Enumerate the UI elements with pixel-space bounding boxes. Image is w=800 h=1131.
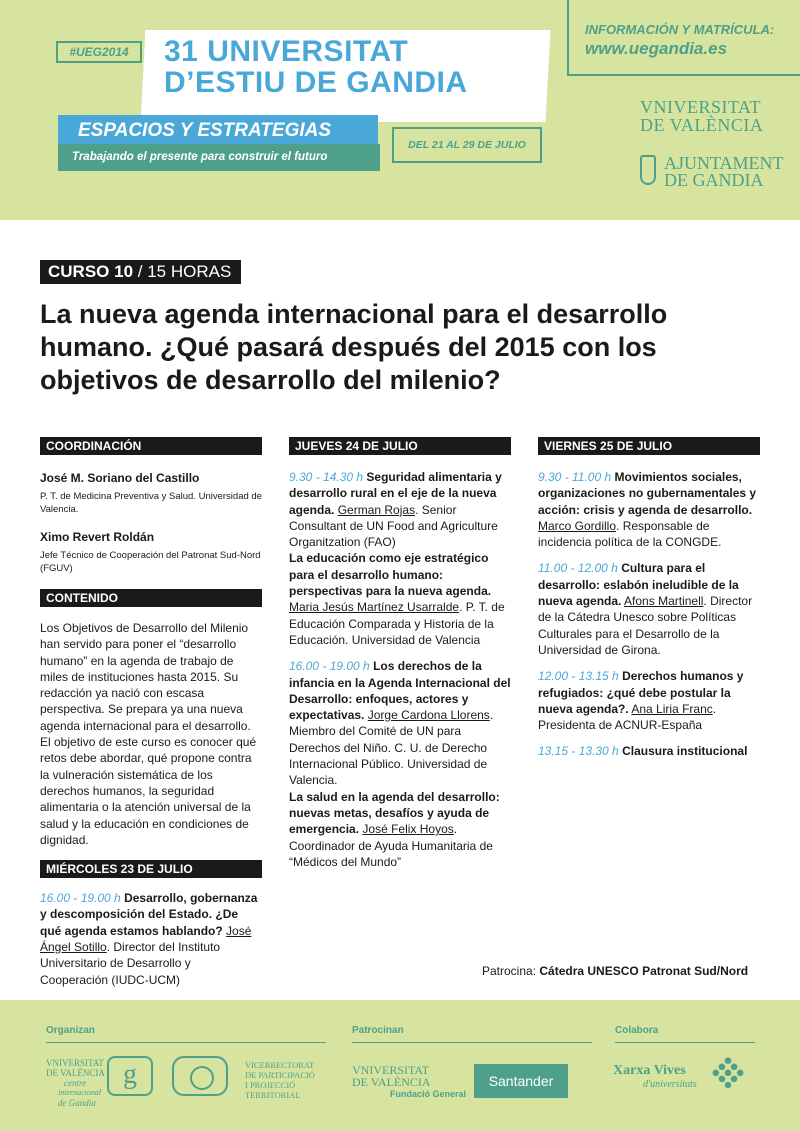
session-speaker: José Felix Hoyos (362, 822, 454, 837)
session-title: Derechos humanos y refugiados: ¿qué debe postular la nueva agenda?. (538, 669, 744, 716)
session-speaker-role: . Director del Instituto Universitario de Desarrollo y Cooperación (IUDC-UCM) (40, 940, 221, 987)
session-title: Movimientos sociales, organizaciones no gubernamentales y acción: crisis y agenda de desarrollo. (538, 470, 757, 517)
event-title-line2: D’ESTIU DE GANDIA (164, 66, 468, 99)
session-time: 9.30 - 14.30 h (289, 470, 364, 484)
centre-logo-line: VNIVERSITAT (46, 1058, 104, 1068)
session-speaker-role: . Miembro del Comité de UN para Derechos del Niño. C. U. de Derecho Internacional Público. Universidad de Valencia. (289, 708, 494, 788)
xarxa-vives-logo (613, 1064, 697, 1092)
coordinator-role: Jefe Técnico de Cooperación del Patronat Sud-Nord (FGUV) (40, 550, 261, 574)
session-time: 9.30 - 11.00 h (538, 470, 612, 484)
session-speaker: Marco Gordillo (538, 518, 617, 533)
session-speaker: José Ángel Sotillo (40, 923, 252, 955)
session-title: Desarrollo, gobernanza y descomposición del Estado. ¿De qué agenda estamos hablando? (40, 891, 258, 938)
universitat-valencia-logo (640, 98, 763, 134)
session-time: 16.00 - 19.00 h (40, 891, 121, 906)
session-title: Los derechos de la infancia en la Agenda Internacional del Desarrollo: enfoques, actores y expectativas. (289, 659, 511, 723)
dot-grid-icon (710, 1055, 747, 1092)
coordinator-name: Ximo Revert Roldán (40, 530, 155, 544)
session-time: 11.00 - 12.00 h (538, 561, 618, 576)
session-speaker: Afons Martinell (624, 594, 704, 609)
centre-logo-line: centre (64, 1078, 87, 1088)
session (289, 469, 511, 648)
session-speaker-role: . P. T. de Educación Comparada y Historia de la Educación. Universidad de Valencia (289, 600, 505, 647)
coordinator (40, 471, 262, 516)
course-hours: / 15 HORAS (133, 262, 232, 281)
session-speaker-role: . Coordinador de Ayuda Humanitaria de “Médicos del Mundo” (289, 822, 493, 869)
shield-icon (640, 155, 656, 185)
coordinator-name: José M. Soriano del Castillo (40, 471, 200, 485)
session-time: 12.00 - 13.15 h (538, 669, 619, 684)
colabora-label: Colabora (615, 1025, 659, 1036)
g-logo: g (107, 1056, 153, 1096)
session-title: La salud en la agenda del desarrollo: nuevas metas, desafíos y ayuda de emergencia. (289, 789, 500, 837)
session-speaker: German Rojas (337, 502, 416, 517)
session (538, 469, 760, 550)
session (40, 890, 262, 988)
logo-uv-line1: VNIVERSITAT (640, 97, 762, 117)
session-speaker: Ana Liria Franc (631, 701, 713, 716)
contenido-text: Los Objetivos de Desarrollo del Milenio han servido para poner el “desarrollo humano” en la agenda de trabajo de miles de instituciones hasta 2015. Su redacción ya nació con escasa perspectiva. Se prepara ya una nueva agenda internacional para el desarrollo. El objetivo de este curso es conocer qué retos debe abordar, qué propone contra la vulneración sistemática de los derechos humanos, la seguridad alimentaria o la atención universal de la salud y la educación en condiciones de dignidad. (40, 621, 257, 847)
session-title: Cultura para el desarrollo: eslabón ineludible de la nueva agenda. (538, 561, 739, 609)
patrocina-label: Patrocina: (482, 964, 540, 978)
column-left (40, 437, 262, 988)
organizan-label: Organizan (46, 1025, 95, 1036)
event-theme: ESPACIOS Y ESTRATEGIAS (78, 120, 332, 141)
patrocinan-label: Patrocinan (352, 1025, 404, 1036)
santander-logo: Santander (474, 1064, 568, 1098)
viernes-heading: VIERNES 25 DE JULIO (538, 437, 760, 455)
jueves-heading: JUEVES 24 DE JULIO (289, 437, 511, 455)
info-url-link[interactable]: www.uegandia.es (585, 39, 728, 58)
session-speaker: Jorge Cardona Llorens (367, 708, 490, 723)
column-middle (289, 437, 511, 870)
centre-internacional-logo (46, 1058, 105, 1108)
vicerrectorat-icon (172, 1056, 228, 1096)
logo-uv-line2: DE VALÈNCIA (640, 115, 764, 135)
session (538, 668, 760, 733)
fundacio-logo-line: Fundació General (390, 1089, 467, 1099)
gandia-logo-text (664, 155, 784, 189)
session-title: Clausura institucional (622, 744, 748, 759)
centre-logo-line: internacional (58, 1088, 102, 1097)
session-speaker-role: . Director de la Cátedra Unesco sobre Políticas Culturales para el Desarrollo de la Universidad de Girona. (538, 594, 753, 657)
event-dates: DEL 21 AL 29 DE JULIO (392, 127, 542, 163)
coordinacion-heading: COORDINACIÓN (40, 437, 262, 455)
info-label: INFORMACIÓN Y MATRÍCULA: (585, 22, 775, 37)
organizan-divider (46, 1042, 326, 1043)
event-title (164, 36, 468, 98)
session-speaker-role: . Presidenta de ACNUR-España (538, 701, 717, 733)
session (538, 743, 760, 759)
header-banner (0, 0, 800, 220)
vic-logo-line: TERRITORIAL (245, 1090, 301, 1100)
coordinator-role: P. T. de Medicina Preventiva y Salud. Universidad de Valencia. (40, 491, 262, 515)
xarxa-logo-line: d'universitats (643, 1079, 697, 1090)
footer-logos (0, 1000, 800, 1131)
event-tagline: Trabajando el presente para construir el futuro (72, 151, 328, 163)
column-right (538, 437, 760, 760)
fundacio-logo-line: VNIVERSITAT (352, 1063, 430, 1077)
course-badge (40, 260, 241, 284)
session (538, 560, 760, 658)
patrocinan-divider (352, 1042, 592, 1043)
vicerrectorat-logo (245, 1060, 315, 1100)
fundacio-logo-line: DE VALÈNCIA (352, 1075, 431, 1089)
session-speaker-role: . Responsable de incidencia política de la CONGDE. (538, 518, 722, 550)
colabora-divider (615, 1042, 755, 1043)
fundacio-general-logo (352, 1064, 466, 1100)
centre-logo-line: de Gandia (58, 1098, 96, 1108)
session-time: 13.15 - 13.30 h (538, 744, 619, 759)
session-title: Seguridad alimentaria y desarrollo rural en el eje de la nueva agenda. (289, 470, 502, 517)
session (289, 658, 511, 870)
vic-logo-line: VICERRECTORAT (245, 1060, 315, 1070)
vic-logo-line: DE PARTICIPACIÓ (245, 1070, 315, 1080)
session-speaker-role: . Senior Consultant de UN Food and Agriculture Organitzation (FAO) (289, 502, 498, 550)
xarxa-logo-line: Xarxa Vives (613, 1063, 686, 1078)
course-number: CURSO 10 (48, 262, 134, 281)
miercoles-heading: MIÉRCOLES 23 DE JULIO (40, 860, 262, 878)
vic-logo-line: I PROJECCIÓ (245, 1080, 296, 1090)
session-speaker: Maria Jesús Martínez Usarralde (289, 600, 460, 615)
centre-logo-line: DE VALÈNCIA (46, 1068, 105, 1078)
coordinator (40, 530, 262, 575)
logo-gandia-line2: DE GANDIA (664, 170, 764, 190)
info-box (567, 0, 800, 76)
course-title: La nueva agenda internacional para el desarrollo humano. ¿Qué pasará después del 2015 con los objetivos de desarrollo del milenio? (40, 299, 668, 395)
patrocina-line (482, 964, 748, 978)
logo-gandia-line1: AJUNTAMENT (664, 153, 784, 173)
session-time: 16.00 - 19.00 h (289, 659, 370, 674)
event-title-line1: 31 UNIVERSITAT (164, 35, 409, 68)
patrocina-value: Cátedra UNESCO Patronat Sud/Nord (539, 964, 749, 978)
contenido-heading: CONTENIDO (40, 589, 262, 607)
session-title: La educación como eje estratégico para el desarrollo humano: perspectivas para la nueva agenda. (289, 551, 492, 599)
hashtag: #UEG2014 (56, 41, 142, 63)
